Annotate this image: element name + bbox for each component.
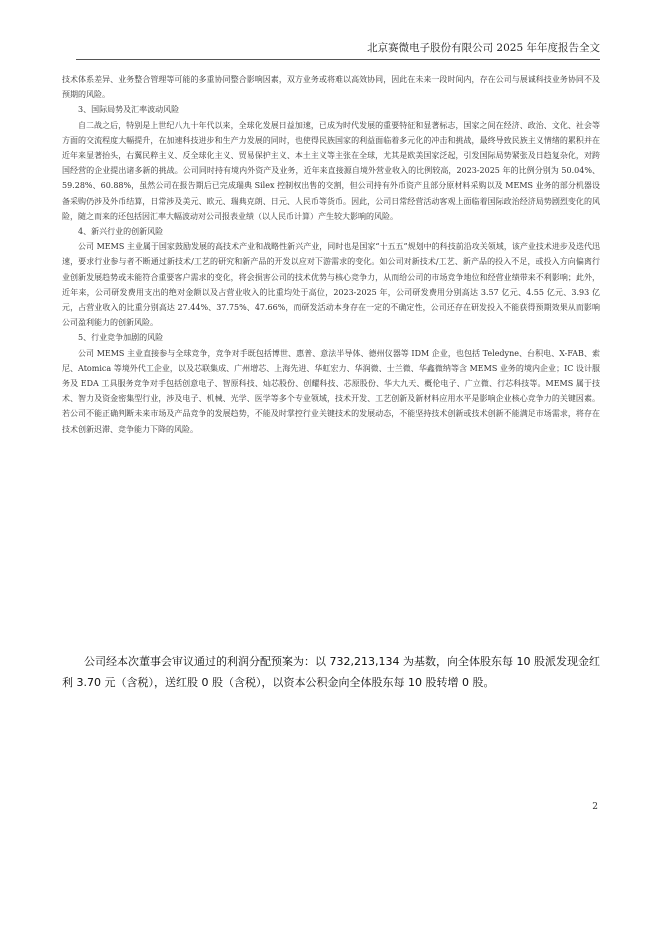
profit-distribution-section bbox=[62, 651, 600, 693]
risk-factors-section bbox=[62, 72, 600, 437]
risk-paragraph-competition: 公司 MEMS 主业直接参与全球竞争，竞争对手既包括博世、惠普、意法半导体、德州仪器等 IDM 企业，也包括 Teledyne、台积电、X-FAB、索尼、Atomica 等境外代工企业，以及芯联集成、广州增芯、上海先进、华虹宏力、华润微、士兰微、华鑫微纳等含 MEMS 业务的境内企业；IC 设计服务及 EDA 工具服务竞争对手包括创意电子、智原科技、灿芯股份、创耀科技、芯原股份、华大九天、概伦电子、广立微、行芯科技等。MEMS 属于技术、智力及资金密集型行业，涉及电子、机械、光学、医学等多个专业领域，技术开发、工艺创新及新材料应用水平是影响企业核心竞争力的关键因素。若公司不能正确判断未来市场及产品竞争的发展趋势，不能及时掌控行业关键技术的发展动态，不能坚持技术创新或技术创新不能满足市场需求，将存在技术创新迟滞、竞争能力下降的风险。 bbox=[62, 348, 600, 434]
page-header: 北京赛微电子股份有限公司 2025 年年度报告全文 bbox=[76, 40, 600, 60]
risk-heading-competition: 5、行业竞争加剧的风险 bbox=[78, 333, 164, 343]
intro-paragraph: 技术体系差异、业务整合管理等可能的多重协同整合影响因素，双方业务或将难以高效协同，因此在未来一段时间内，存在公司与展诚科技业务协同不及预期的风险。 bbox=[62, 75, 600, 100]
page-number: 2 bbox=[592, 802, 598, 812]
profit-distribution-text: 公司经本次董事会审议通过的利润分配预案为：以 732,213,134 为基数，向全体股东每 10 股派发现金红利 3.70 元（含税），送红股 0 股（含税），以资本公积金向全体股东每 10 股转增 0 股。 bbox=[62, 655, 600, 689]
risk-heading-innovation: 4、新兴行业的创新风险 bbox=[78, 227, 164, 237]
risk-paragraph-fx: 自二战之后，特别是上世纪八九十年代以来，全球化发展日益加速，已成为时代发展的重要特征和显著标志，国家之间在经济、政治、文化、社会等方面的交流程度大幅提升，在加速科技进步和生产力发展的同时，也使得民族国家的利益面临着多元化的冲击和挑战，最终导致民族主义情绪的累积并在近年来显著抬头，右翼民粹主义、反全球化主义、贸易保护主义、本土主义等主张在全球，尤其是欧美国家泛起，引发国际局势紧张及日趋复杂化，对跨国经营的企业提出诸多新的挑战。公司同时持有境内外资产及业务，近年来直接源自境外营业收入的比例较高，2023-2025 年的比例分别为 50.04%、59.28%、60.88%，虽然公司在报告期后已完成瑞典 Silex 控制权出售的交割，但公司持有外币资产且部分原材料采购以及 MEMS 业务的部分机器设备采购仍涉及外币结算，日常涉及美元、欧元、瑞典克朗、日元、人民币等货币。因此，公司日常经营活动客观上面临着国际政治经济局势剧烈变化的风险，随之而来的还包括因汇率大幅波动对公司报表业绩（以人民币计算）产生较大影响的风险。 bbox=[62, 120, 600, 221]
risk-paragraph-innovation: 公司 MEMS 主业属于国家鼓励发展的高技术产业和战略性新兴产业，同时也是国家“十五五”规划中的科技前沿攻关领域，该产业技术进步及迭代迅速，要求行业参与者不断通过新技术/工艺的研究和新产品的开发以应对下游需求的变化。如公司对新技术/工艺、新产品的投入不足，或投入方向偏离行业创新发展趋势或未能符合重要客户需求的变化，将会损害公司的技术优势与核心竞争力，从而给公司的市场竞争地位和经营业绩带来不利影响；此外，近年来，公司研发费用支出的绝对金额以及占营业收入的比重均处于高位，2023-2025 年，公司研发费用分别高达 3.57 亿元、4.55 亿元、3.93 亿元，占营业收入的比重分别高达 27.44%、37.75%、47.66%，而研发活动本身存在一定的不确定性，公司还存在研发投入不能获得预期效果从而影响公司盈利能力的创新风险。 bbox=[62, 242, 600, 328]
risk-heading-fx: 3、国际局势及汇率波动风险 bbox=[78, 105, 180, 115]
